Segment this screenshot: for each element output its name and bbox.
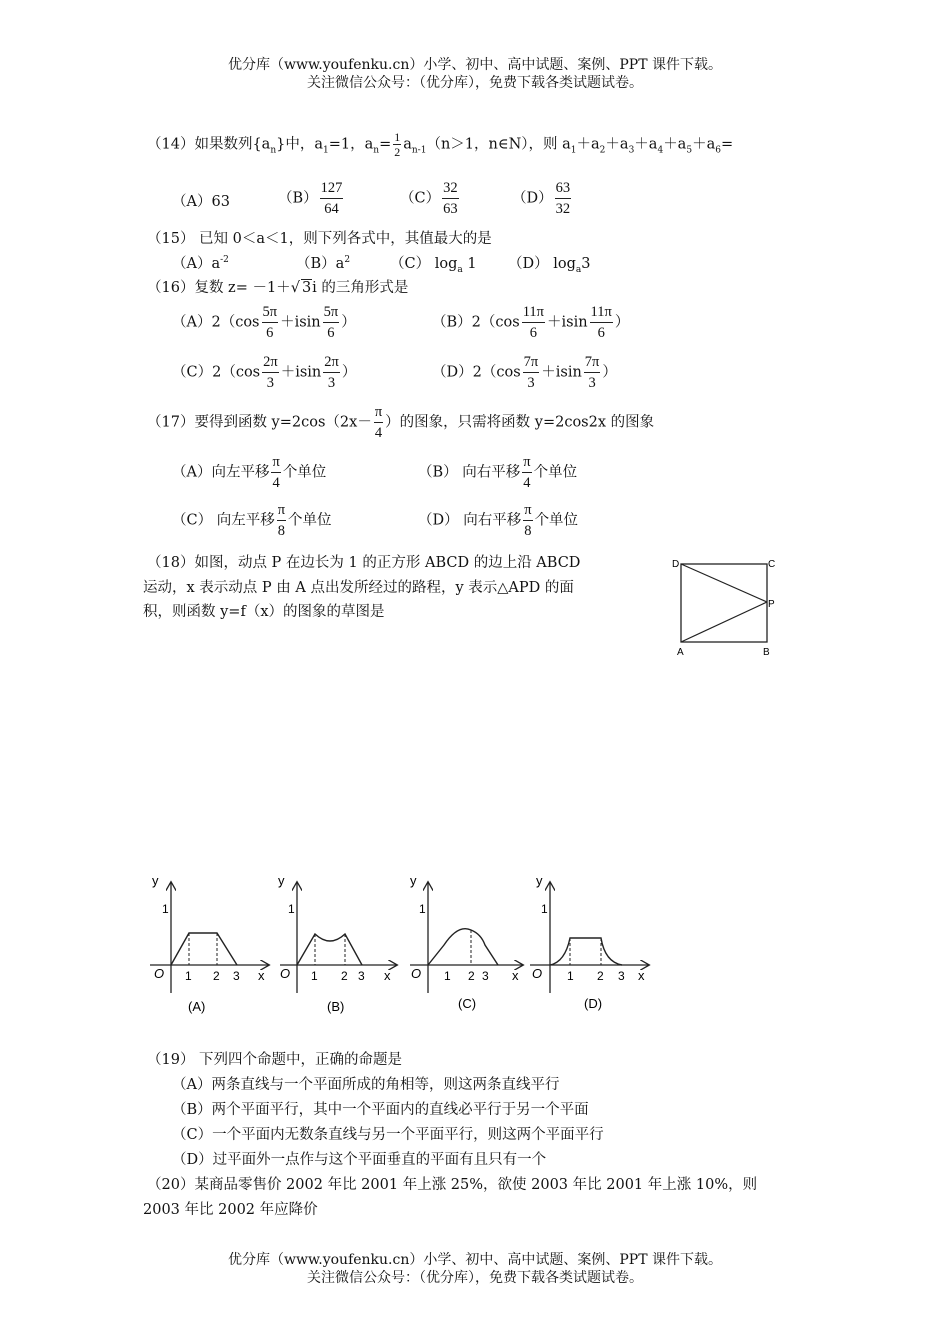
square-outline	[681, 564, 767, 642]
q15-option-d: （D） $\log_a3$	[508, 256, 591, 275]
graph-d-curve	[550, 938, 622, 965]
graph-c-x-label: x	[512, 968, 519, 983]
q17-option-d: （D） 向右平移 $\frac{\pi}{8}$ 个单位	[418, 502, 579, 539]
question-15-stem: （15） 已知 0＜a＜1，则下列各式中，其值最大的是	[147, 231, 492, 247]
q15-option-c: （C） $\log_a 1$	[390, 256, 477, 275]
segment-ap	[681, 602, 767, 642]
square-figure	[665, 552, 785, 662]
graph-d-tick-1: 1	[567, 969, 574, 983]
label-b: B	[763, 647, 770, 658]
graph-d-tick-3: 3	[618, 969, 625, 983]
graph-d	[530, 873, 648, 1011]
question-19-stem: （19） 下列四个命题中，正确的命题是	[147, 1052, 403, 1068]
graph-a-tick-2: 2	[213, 969, 220, 983]
graph-a-origin: O	[154, 966, 165, 981]
q17-option-b: （B） 向右平移 $\frac{\pi}{4}$ 个单位	[418, 454, 578, 491]
question-20-line-1: （20）某商品零售价 2002 年比 2001 年上涨 25%，欲使 2003 年比 2001 年上涨 10%，则	[147, 1177, 758, 1193]
graph-a-curve	[171, 933, 237, 965]
header-line-1: 优分库（www.youfenku.cn）小学、初中、高中试题、案例、PPT 课件下载。	[227, 57, 722, 73]
graph-b-tick-2: 2	[341, 969, 348, 983]
graph-c	[410, 873, 522, 1011]
graph-a-y-label: y	[152, 873, 159, 888]
footer-line-1: 优分库（www.youfenku.cn）小学、初中、高中试题、案例、PPT 课件下载。	[227, 1252, 722, 1268]
graph-d-tick-2: 2	[597, 969, 604, 983]
header-line-2: 关注微信公众号：（优分库），免费下载各类试题试卷。	[307, 75, 643, 91]
label-p: P	[768, 599, 775, 610]
q16-option-b: （B）2（cos $\frac{11\pi}{6}$ ＋isin $\frac{11\pi}{6}$ ）	[432, 304, 630, 341]
graph-c-y-label: y	[410, 873, 417, 888]
question-20-line-2: 2003 年比 2002 年应降价	[143, 1202, 318, 1218]
graph-b-x-label: x	[384, 968, 391, 983]
q14-option-a: （A）63	[172, 194, 230, 210]
question-16-stem: （16）复数 z= －1＋√ 3i 的三角形式是	[147, 280, 409, 296]
graph-a-x-label: x	[258, 968, 265, 983]
graph-d-y-label: y	[536, 873, 543, 888]
graph-c-tick-1: 1	[444, 969, 451, 983]
graph-d-x-label: x	[638, 968, 645, 983]
graph-c-one-label: 1	[419, 902, 426, 916]
graph-a-caption: (A)	[188, 999, 206, 1014]
graph-c-tick-3: 3	[482, 969, 489, 983]
graph-a	[150, 873, 268, 1014]
graph-b	[278, 873, 396, 1014]
graph-d-origin: O	[532, 966, 543, 981]
graph-c-caption: (C)	[458, 996, 477, 1011]
graph-d-one-label: 1	[541, 902, 548, 916]
graph-b-origin: O	[280, 966, 291, 981]
q16-option-d: （D）2（cos $\frac{7\pi}{3}$ ＋isin $\frac{7\pi}{3}$ ）	[432, 354, 617, 391]
question-14-stem: （14）如果数列$\{a_n\}$中，$a_1=1$，$a_n=$ $\frac{1}{2}$ $a_{n-1}(n>1$，n∈N），则 $a_1+a_2+a_3+a_4+a_5+a_6=$	[147, 130, 734, 159]
q15-option-a: $(A)a^{-2}$	[172, 255, 229, 272]
graph-a-one-label: 1	[162, 902, 169, 916]
answer-graphs	[140, 868, 665, 1028]
graph-b-tick-1: 1	[311, 969, 318, 983]
label-d: D	[672, 559, 680, 570]
q14-option-d: （D） $\frac{63}{32}$	[512, 180, 571, 217]
q17-option-a: （A）向左平移 $\frac{\pi}{4}$ 个单位	[172, 454, 327, 491]
graph-c-origin: O	[411, 966, 422, 981]
q19-option-c: （C）一个平面内无数条直线与另一个平面平行，则这两个平面平行	[172, 1127, 604, 1143]
graph-c-curve	[428, 929, 498, 965]
graph-d-caption: (D)	[584, 996, 603, 1011]
graph-c-tick-2: 2	[468, 969, 475, 983]
q19-option-b: （B）两个平面平行，其中一个平面内的直线必平行于另一个平面	[172, 1102, 589, 1118]
q16-option-a: （A）2（cos $\frac{5\pi}{6}$ ＋isin $\frac{5\pi}{6}$ ）	[172, 304, 356, 341]
segment-dp	[681, 564, 767, 602]
q19-option-a: （A）两条直线与一个平面所成的角相等，则这两条直线平行	[172, 1077, 560, 1093]
label-c: C	[768, 559, 776, 570]
question-18-line-2: 运动，x 表示动点 P 由 A 点出发所经过的路程，y 表示△APD 的面	[143, 580, 574, 596]
q14-option-b: （B） $\frac{127}{64}$	[278, 180, 343, 217]
q15-option-b: $(B)a^2$	[296, 255, 351, 272]
graph-b-curve	[297, 934, 362, 965]
question-18-line-1: （18）如图，动点 P 在边长为 1 的正方形 ABCD 的边上沿 ABCD	[147, 555, 581, 571]
question-18-line-3: 积，则函数 y=f（x）的图象的草图是	[143, 604, 385, 620]
q17-option-c: （C） 向左平移 $\frac{\pi}{8}$ 个单位	[172, 502, 332, 539]
graph-a-tick-1: 1	[185, 969, 192, 983]
q19-option-d: （D）过平面外一点作与这个平面垂直的平面有且只有一个	[172, 1152, 547, 1168]
q16-option-c: （C）2（cos $\frac{2\pi}{3}$ ＋isin $\frac{2\pi}{3}$ ）	[172, 354, 357, 391]
question-17-stem: （17）要得到函数 y=2cos（2x－ $\frac{\pi}{4}$ ）的图象，只需将函数 y=2cos2x 的图象	[147, 404, 655, 441]
graph-b-one-label: 1	[288, 902, 295, 916]
footer-line-2: 关注微信公众号：（优分库），免费下载各类试题试卷。	[307, 1270, 643, 1286]
label-a: A	[677, 647, 684, 658]
graph-a-tick-3: 3	[233, 969, 240, 983]
graph-b-y-label: y	[278, 873, 285, 888]
graph-b-caption: (B)	[327, 999, 345, 1014]
graph-b-tick-3: 3	[358, 969, 365, 983]
q14-option-c: （C） $\frac{32}{63}$	[400, 180, 458, 217]
